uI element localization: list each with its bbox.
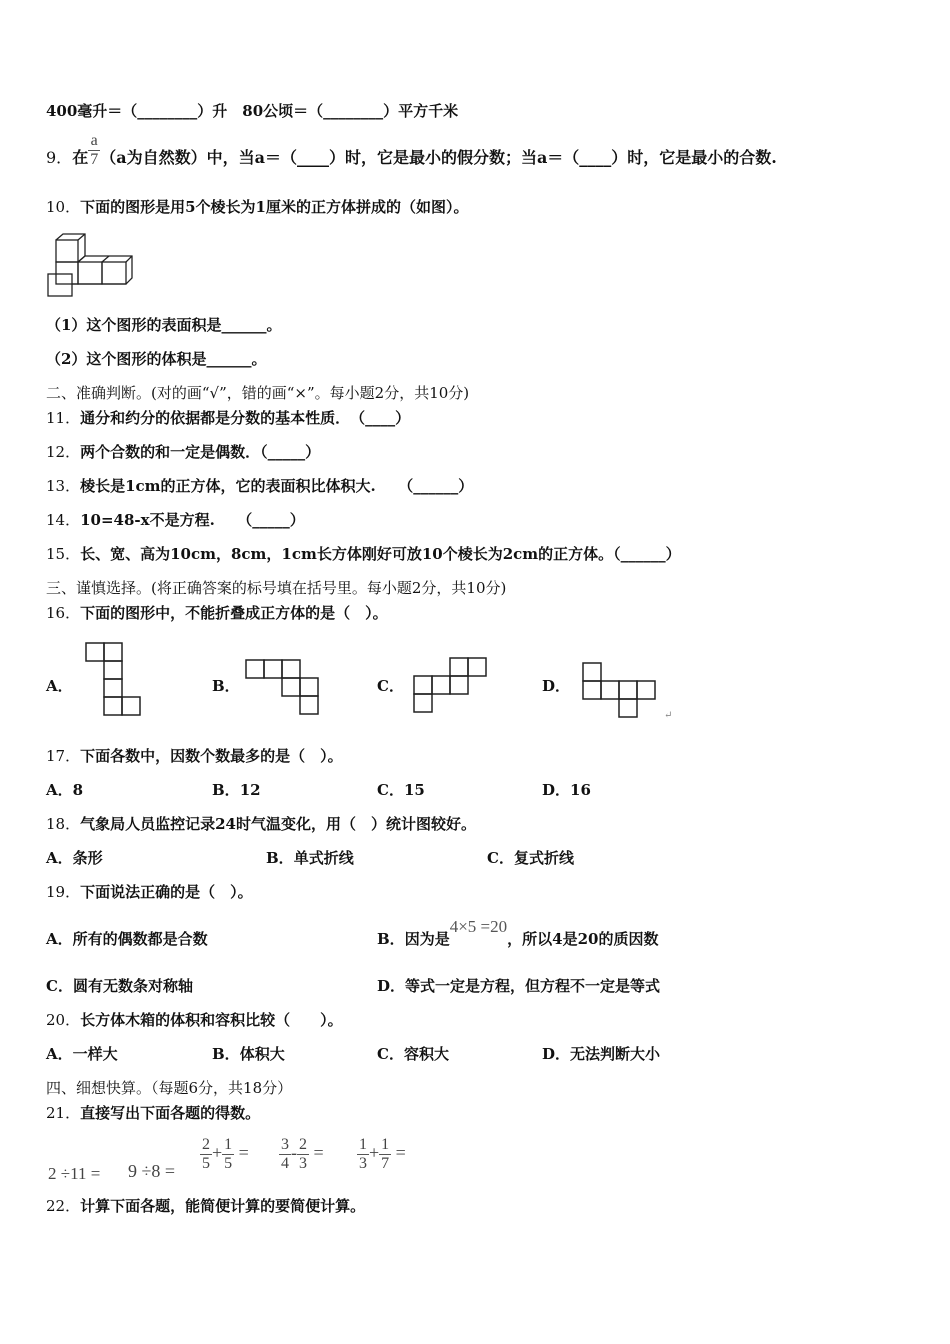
- question-21-text: 直接写出下面各题的得数。: [80, 1104, 261, 1122]
- q16-net-c: [414, 658, 490, 714]
- fraction-denominator: 4: [281, 1155, 289, 1172]
- option-value: 16: [570, 781, 591, 799]
- calc-expression-1: 2 ÷11 =: [48, 1164, 101, 1183]
- fraction-numerator: 1: [224, 1136, 233, 1153]
- question-number: 15．: [46, 545, 81, 563]
- question-19: [46, 882, 253, 902]
- question-17-text: 下面各数中，因数个数最多的是（ ）。: [80, 747, 343, 765]
- question-number: 13．: [46, 477, 81, 495]
- q16-option-b-label: B．: [212, 677, 240, 695]
- option-value: 等式一定是方程，但方程不一定是等式: [405, 977, 661, 995]
- option-value: 一样大: [72, 1045, 118, 1063]
- q16-option-c-label: C．: [377, 677, 404, 695]
- question-number: 19．: [46, 883, 81, 901]
- math-expression: 4×5 =20: [449, 917, 508, 936]
- question-number: 20．: [46, 1011, 81, 1029]
- q16-net-b: [246, 660, 322, 716]
- question-22-text: 计算下面各题，能简便计算的要简便计算。: [80, 1197, 366, 1215]
- option-key: C．: [377, 781, 404, 799]
- fraction-denominator: 3: [299, 1155, 307, 1172]
- q19-option-c: [46, 976, 193, 996]
- fraction: [297, 1137, 309, 1172]
- section-3-heading: 三、谨慎选择。(将正确答案的标号填在括号里。每小题2分，共10分): [46, 579, 507, 597]
- q19-option-a: [46, 929, 208, 949]
- question-20: [46, 1010, 343, 1030]
- question-15-text: 长、宽、高为10cm，8cm，1cm长方体刚好可放10个棱长为2cm的正方体。（______）: [80, 545, 681, 563]
- question-11-text: 通分和约分的依据都是分数的基本性质． （____）: [80, 409, 411, 427]
- question-12-text: 两个合数的和一定是偶数．（_____）: [80, 443, 321, 461]
- question-9-pre: 在: [72, 148, 89, 167]
- question-number: 11．: [46, 409, 81, 427]
- question-18: [46, 814, 476, 834]
- question-21: [46, 1103, 260, 1123]
- cube-figure: [46, 232, 141, 300]
- question-19-text: 下面说法正确的是（ ）。: [80, 883, 253, 901]
- option-value: 8: [72, 781, 84, 799]
- question-13: [46, 476, 473, 496]
- section-2-heading: 二、准确判断。(对的画“√”，错的画“×”。每小题2分，共10分): [46, 384, 470, 402]
- fraction-numerator: 1: [359, 1136, 367, 1153]
- operator: -: [291, 1142, 297, 1163]
- equals: =: [238, 1142, 249, 1163]
- question-number: 21．: [46, 1104, 81, 1122]
- fraction: [357, 1137, 369, 1172]
- option-value: 复式折线: [513, 849, 574, 867]
- fraction-denominator: 7: [90, 151, 99, 168]
- stray-return-mark: ↵: [664, 710, 673, 721]
- calc-fraction-expression-2: [279, 1137, 324, 1172]
- calc-expression-2: 9 ÷8 =: [128, 1161, 176, 1181]
- question-number: 16．: [46, 604, 81, 622]
- unit-conversion-line: 400毫升＝（________）升 80公顷＝（________）平方千米: [46, 102, 459, 120]
- question-number: 17．: [46, 747, 81, 765]
- q19-option-b: [377, 917, 659, 949]
- question-16-text: 下面的图形中，不能折叠成正方体的是（ ）。: [80, 604, 388, 622]
- section-4-heading: 四、细想快算。（每题6分，共18分）: [46, 1079, 293, 1097]
- question-number: 14．: [46, 511, 81, 529]
- fraction-numerator: 2: [202, 1136, 210, 1153]
- option-value-pre: 因为是: [404, 930, 450, 948]
- option-key: D．: [542, 1045, 571, 1063]
- q20-option-d: [542, 1044, 660, 1064]
- question-20-text: 长方体木箱的体积和容积比较（ ）。: [80, 1011, 343, 1029]
- fraction-numerator: 2: [299, 1136, 307, 1153]
- option-value: 单式折线: [293, 849, 354, 867]
- q20-option-c: [377, 1044, 449, 1064]
- q16-net-a: [86, 643, 142, 717]
- question-17: [46, 746, 343, 766]
- option-value-post: ，所以4是20的质因数: [507, 930, 659, 948]
- q16-option-d-label: D．: [542, 677, 571, 695]
- option-value: 无法判断大小: [570, 1045, 661, 1063]
- option-key: B．: [377, 930, 405, 948]
- calc-fraction-expression-1: [200, 1137, 249, 1172]
- fraction-numerator: a: [90, 132, 98, 149]
- q18-option-a: [46, 848, 103, 868]
- question-11: [46, 408, 410, 428]
- fraction-denominator: 5: [202, 1155, 210, 1172]
- question-13-text: 棱长是1cm的正方体，它的表面积比体积大. （______）: [80, 477, 474, 495]
- fraction-numerator: 1: [381, 1136, 390, 1153]
- q20-option-b: [212, 1044, 285, 1064]
- operator: +: [212, 1142, 223, 1163]
- option-value: 所有的偶数都是合数: [72, 930, 208, 948]
- option-key: C．: [377, 1045, 404, 1063]
- option-value: 15: [403, 781, 425, 799]
- question-number: 18．: [46, 815, 81, 833]
- q16-option-a-label: A．: [46, 677, 73, 695]
- question-number: 10．: [46, 198, 81, 216]
- operator: +: [369, 1142, 380, 1163]
- option-key: A．: [46, 930, 73, 948]
- q17-option-c: [377, 780, 425, 800]
- option-key: A．: [46, 1045, 73, 1063]
- question-14-text: 10=48-x不是方程. （_____）: [80, 511, 305, 529]
- option-value: 圆有无数条对称轴: [72, 977, 193, 995]
- question-10-sub1: （1）这个图形的表面积是______。: [46, 316, 282, 334]
- equals: =: [313, 1142, 324, 1163]
- option-value: 条形: [72, 849, 103, 867]
- question-number: 12．: [46, 443, 81, 461]
- q19-option-d: [377, 976, 660, 996]
- question-15: [46, 544, 681, 564]
- fraction-denominator: 5: [224, 1155, 233, 1172]
- fraction-denominator: 3: [359, 1155, 367, 1172]
- option-value: 12: [239, 781, 261, 799]
- option-key: D．: [542, 781, 571, 799]
- question-10: [46, 197, 468, 217]
- fraction-numerator: 3: [281, 1136, 289, 1153]
- q18-option-c: [487, 848, 574, 868]
- question-9-text: （a为自然数）中，当a＝（____）时，它是最小的假分数；当a＝（____）时，它是最小的合数.: [100, 148, 777, 167]
- calc-fraction-expression-3: [357, 1137, 406, 1172]
- fraction-denominator: 7: [381, 1155, 390, 1172]
- option-key: C．: [46, 977, 73, 995]
- option-value: 容积大: [403, 1045, 449, 1063]
- option-key: A．: [46, 781, 73, 799]
- fraction: [200, 1137, 212, 1172]
- option-key: B．: [266, 849, 294, 867]
- option-key: C．: [487, 849, 514, 867]
- option-key: A．: [46, 849, 73, 867]
- question-10-text: 下面的图形是用5个棱长为1厘米的正方体拼成的（如图）。: [80, 198, 469, 216]
- q16-net-d: [583, 663, 659, 719]
- option-key: D．: [377, 977, 406, 995]
- question-number: 22．: [46, 1197, 81, 1215]
- q20-option-a: [46, 1044, 118, 1064]
- option-key: B．: [212, 781, 240, 799]
- question-9: [46, 132, 777, 168]
- question-22: [46, 1196, 365, 1216]
- question-12: [46, 442, 320, 462]
- q17-option-b: [212, 780, 261, 800]
- fraction-a-over-7: [88, 133, 100, 168]
- option-value: 体积大: [239, 1045, 285, 1063]
- equals: =: [395, 1142, 406, 1163]
- question-number: 9．: [46, 148, 73, 167]
- fraction: [222, 1137, 234, 1172]
- q18-option-b: [266, 848, 354, 868]
- fraction: [279, 1137, 291, 1172]
- fraction: [379, 1137, 391, 1172]
- question-14: [46, 510, 305, 530]
- question-18-text: 气象局人员监控记录24时气温变化，用（ ）统计图较好。: [80, 815, 476, 833]
- question-16: [46, 603, 388, 623]
- option-key: B．: [212, 1045, 240, 1063]
- q17-option-a: [46, 780, 83, 800]
- q17-option-d: [542, 780, 591, 800]
- question-10-sub2: （2）这个图形的体积是______。: [46, 350, 267, 368]
